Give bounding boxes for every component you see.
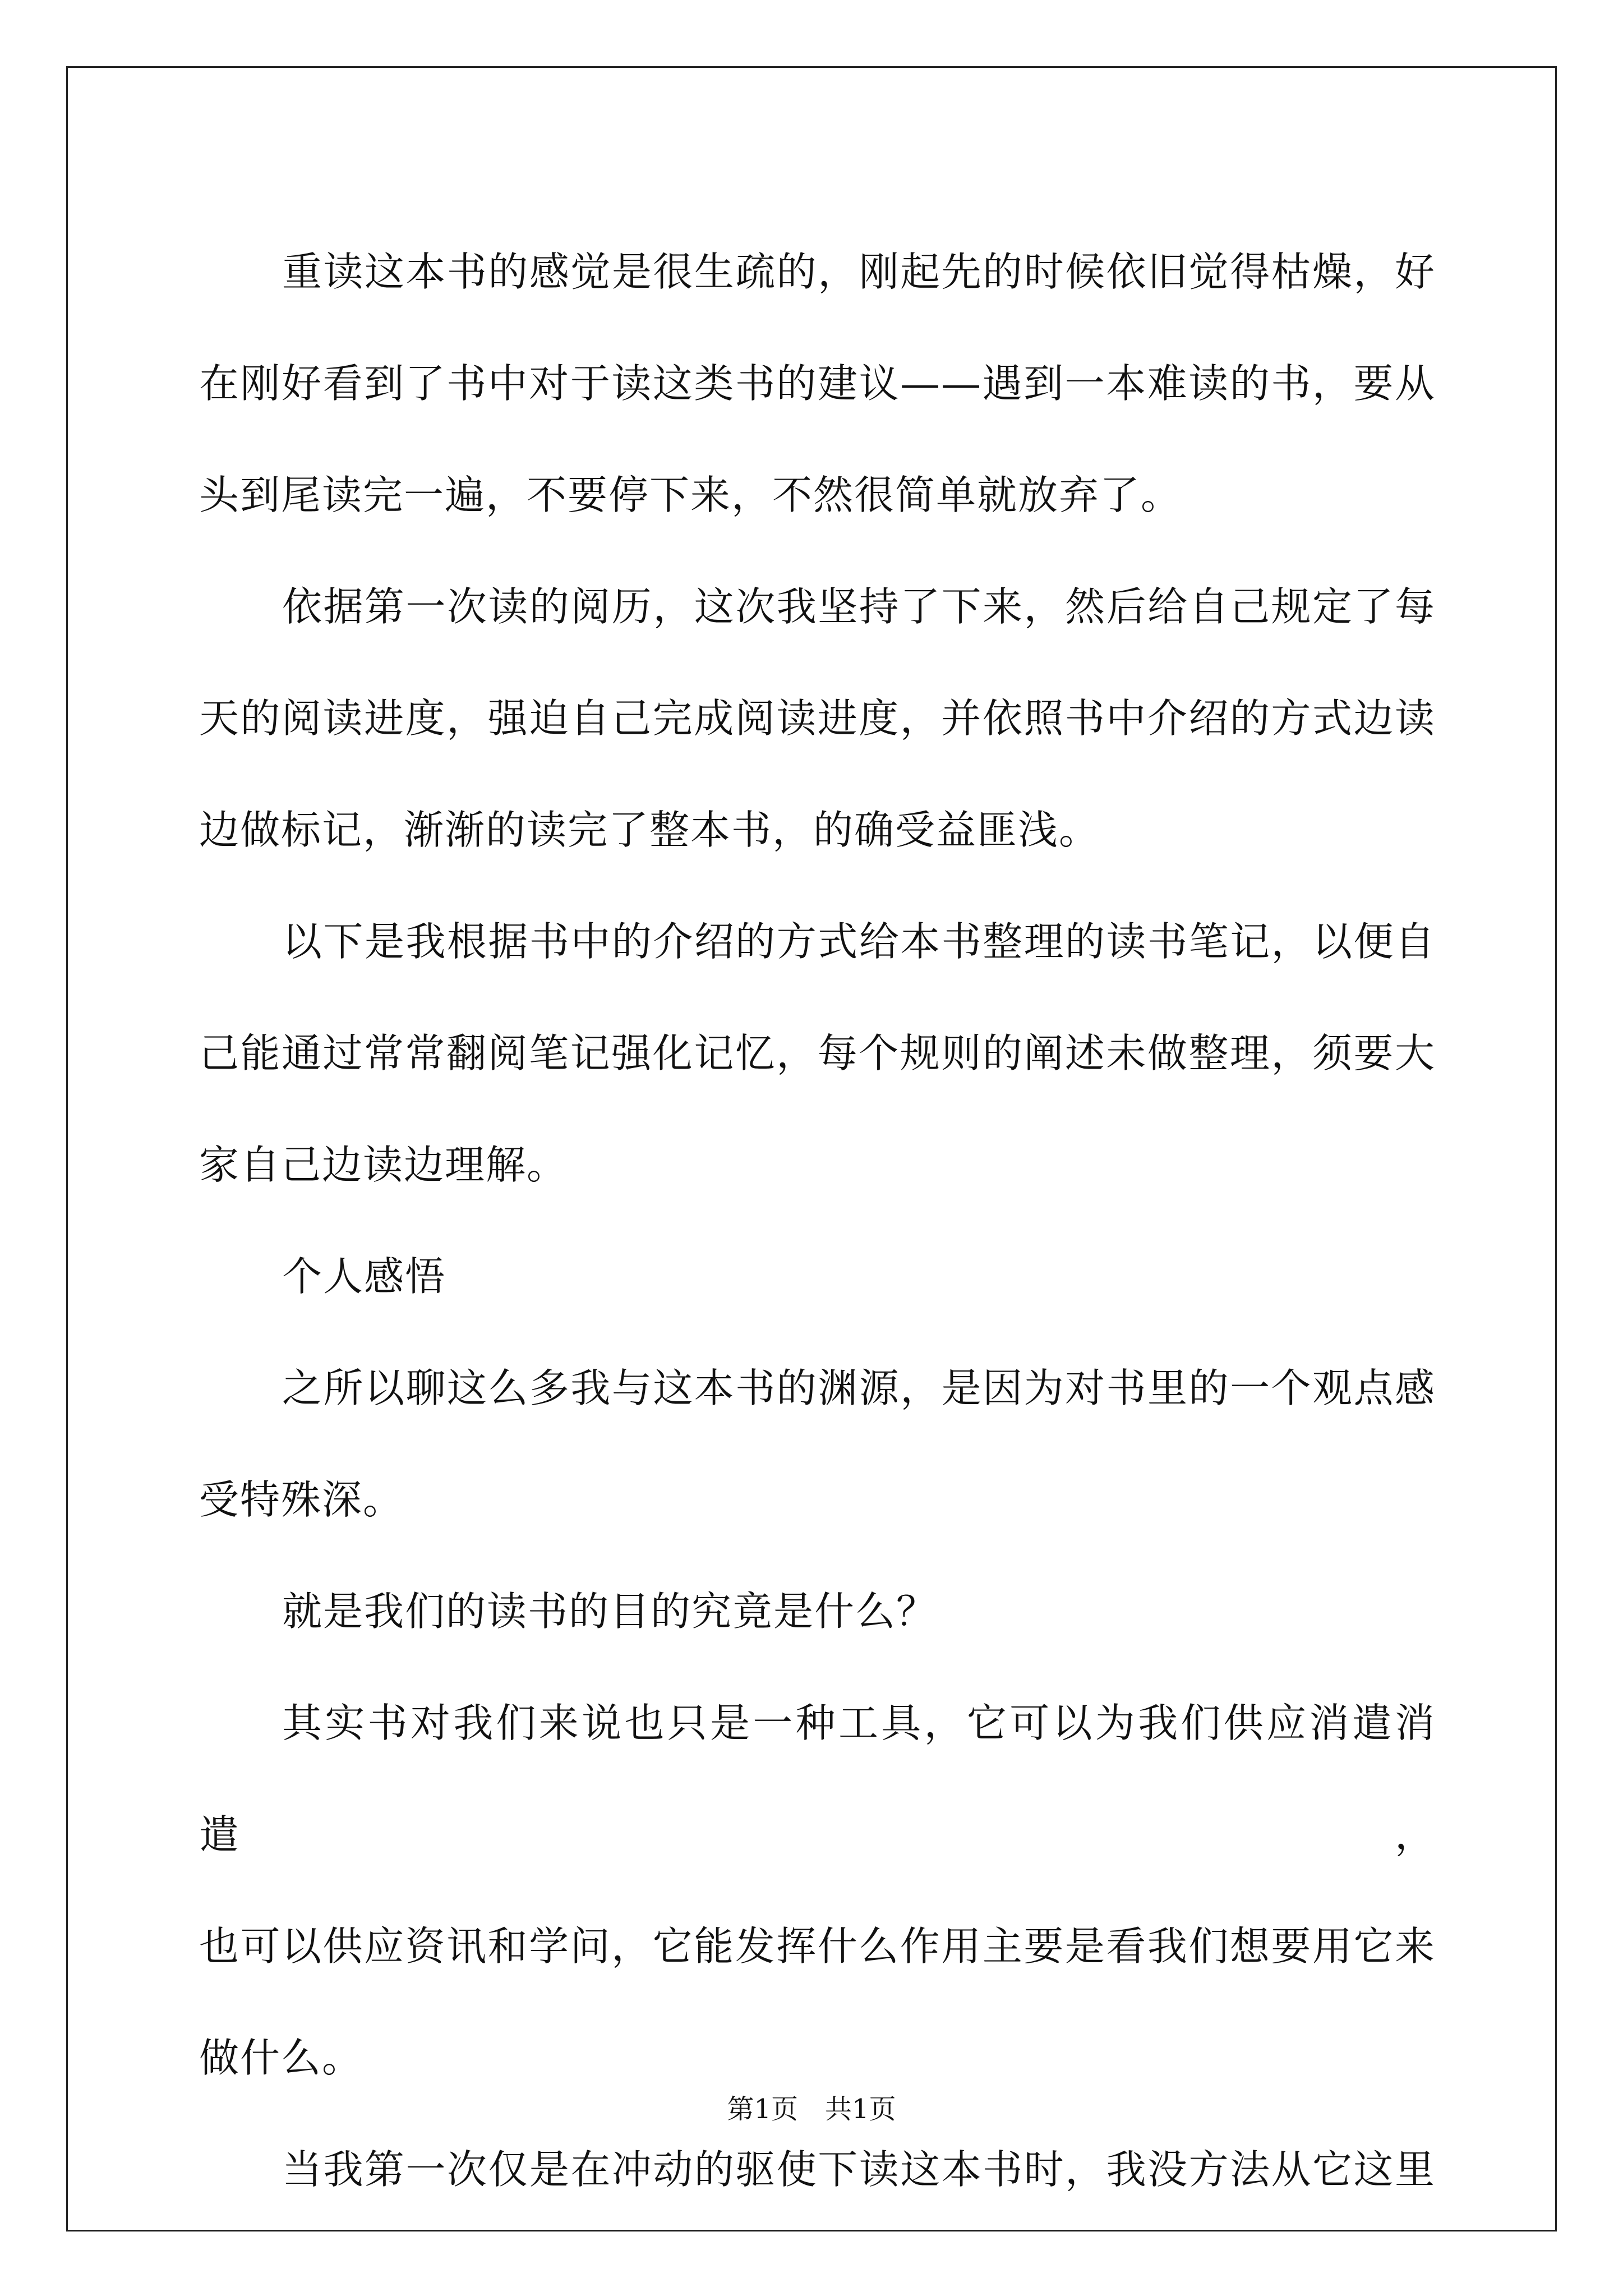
text-line: 家自己边读边理解。	[199, 1142, 568, 1188]
paragraph-7	[199, 1667, 1436, 2114]
text-line: 天的阅读进度，强迫自己完成阅读进度，并依照书中介绍的方式边读	[199, 695, 1436, 742]
text-line: 重读这本书的感觉是很生疏的，刚起先的时候依旧觉得枯燥，好	[282, 249, 1436, 295]
paragraph-6	[199, 1556, 1436, 1667]
paragraph-2	[199, 551, 1436, 886]
document-body	[199, 216, 1436, 2225]
text-line: 依据第一次读的阅历，这次我坚持了下来，然后给自己规定了每	[282, 583, 1436, 630]
paragraph-5	[199, 1332, 1436, 1556]
page-footer	[0, 2092, 1623, 2126]
section-heading-text: 个人感悟	[282, 1253, 446, 1300]
paragraph-1	[199, 216, 1436, 551]
text-line: 当我第一次仅是在冲动的驱使下读这本书时，我没方法从它这里	[282, 2146, 1436, 2193]
page-number-current: 第1页	[727, 2093, 798, 2125]
text-line: 边做标记，渐渐的读完了整本书，的确受益匪浅。	[199, 807, 1100, 853]
text-line: 头到尾读完一遍，不要停下来，不然很简单就放弃了。	[199, 472, 1182, 518]
paragraph-8	[199, 2114, 1436, 2225]
paragraph-3	[199, 886, 1436, 1221]
text-line: 在刚好看到了书中对于读这类书的建议——遇到一本难读的书，要从	[199, 360, 1436, 407]
page-number-total: 共1页	[825, 2093, 896, 2125]
text-line: 也可以供应资讯和学问，它能发挥什么作用主要是看我们想要用它来	[199, 1923, 1436, 1970]
text-line: 以下是我根据书中的介绍的方式给本书整理的读书笔记，以便自	[282, 918, 1436, 965]
text-line: 做什么。	[199, 2035, 363, 2081]
text-line: 之所以聊这么多我与这本书的渊源，是因为对书里的一个观点感	[282, 1365, 1436, 1411]
text-line: 受特殊深。	[199, 1476, 404, 1523]
text-line: 其实书对我们来说也只是一种工具，它可以为我们供应消遣消遣，	[199, 1700, 1436, 1858]
text-line: 己能通过常常翻阅笔记强化记忆，每个规则的阐述未做整理，须要大	[199, 1030, 1436, 1076]
text-line: 就是我们的读书的目的究竟是什么？	[282, 1588, 938, 1635]
section-heading	[199, 1221, 1436, 1332]
